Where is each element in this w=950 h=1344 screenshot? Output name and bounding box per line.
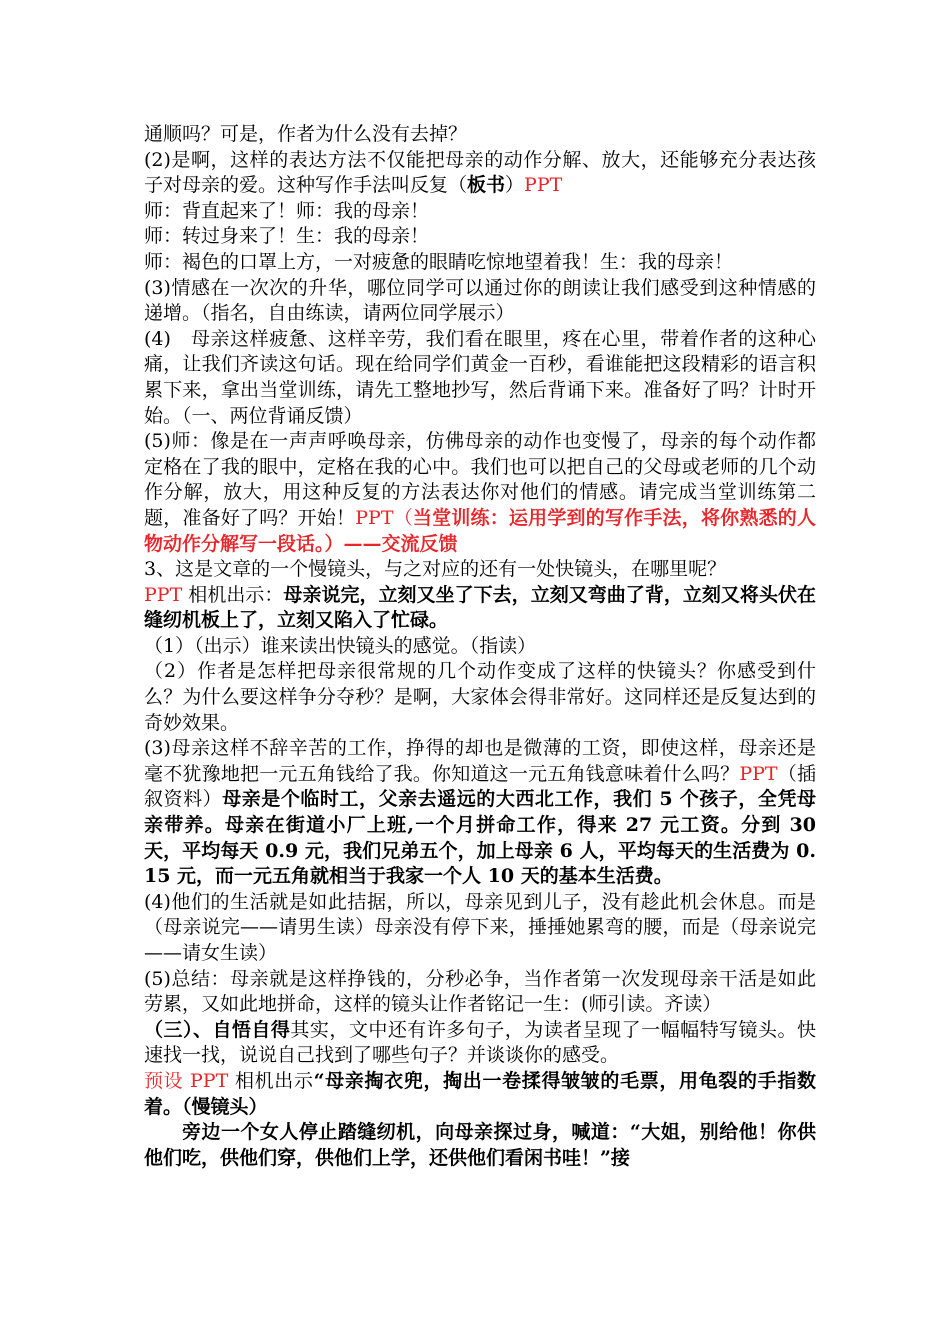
text-run: （1）（出示）谁来读出快镜头的感觉。（指读） [144,634,537,657]
section-heading: （三）、自悟自得 [144,1018,291,1041]
text-run: (5)师：像是在一声声呼唤母亲，仿佛母亲的动作也变慢了，母亲的每个动作都定格在了我的眼中，定格在我的心中。我们也可以把自己的父母或老师的几个动作分解，放大，用这种反复的方法表达你对他们的情感。请完成当堂训练第二题，准备好了吗？开始！ [144,430,816,529]
text-run: 相机出示： [182,583,284,606]
ppt-marker: PPT [524,174,563,197]
training-note: 当堂训练：运用学到的写作手法，将你熟悉的人物动作分解写一段话。）——交流反馈 [144,506,816,555]
text-run: (2)是啊，这样的表达方法不仅能把母亲的动作分解、放大，还能够充分表达孩子对母亲的爱。这种写作手法叫反复（ [144,148,816,197]
paragraph-11 [144,634,816,660]
text-run: (3)母亲这样不辞辛苦的工作，挣得的却也是微薄的工资，即使这样，母亲还是毫不犹豫地把一元五角钱给了我。你知道这一元五角钱意味着什么吗？ [144,737,816,785]
text-run: ） [505,174,525,197]
quote-bold: 母亲说完，立刻又坐了下去，立刻又弯曲了背，立刻又将头伏在缝纫机板上了，立刻又陷入了忙碌。 [144,583,816,632]
text-run: （2）作者是怎样把母亲很常规的几个动作变成了这样的快镜头？你感受到什么？为什么要这样争分夺秒？是啊，大家体会得非常好。这同样还是反复达到的奇妙效果。 [144,660,816,734]
paragraph-4 [144,224,816,250]
ppt-marker: 预设 PPT [144,1069,229,1092]
paragraph-15 [144,967,816,1018]
text-run: (4) 母亲这样疲惫、这样辛劳，我们看在眼里，疼在心里，带着作者的这种心痛，让我们齐读这句话。现在给同学们黄金一百秒，看谁能把这段精彩的语言积累下来，拿出当堂训练，请先工整地抄写，然后背诵下来。准备好了吗？计时开始。（一、两位背诵反馈） [144,327,816,427]
paragraph-16 [144,1018,816,1069]
document-body [144,122,816,1171]
text-run: 师：背直起来了！师：我的母亲！ [144,199,430,222]
paragraph-14 [144,890,816,967]
paragraph-8 [144,429,816,557]
text-run: （插叙资料） [144,762,816,811]
paragraph-13 [144,736,816,890]
text-run: (5)总结：母亲就是这样挣钱的，分秒必争，当作者第一次发现母亲干活是如此劳累，又如此地拼命，这样的镜头让作者铭记一生：(师引读。齐读） [144,967,816,1016]
quote-bold: “母亲掏衣兜，掏出一卷揉得皱皱的毛票，用龟裂的手指数着。（慢镜头） [144,1069,817,1118]
paragraph-7 [144,327,816,429]
paragraph-9 [144,557,816,583]
paragraph-18 [144,1120,816,1171]
text-run: 其实，文中还有许多句子，为读者呈现了一幅幅特写镜头。快速找一找，说说自己找到了哪些句子？并谈谈你的感受。 [144,1018,816,1067]
paragraph-17 [144,1069,816,1120]
paragraph-1 [144,122,816,148]
text-run: 3、这是文章的一个慢镜头，与之对应的还有一处快镜头，在哪里呢？ [144,558,727,581]
text-run: 相机出示 [228,1069,314,1092]
text-run: 师：褐色的口罩上方，一对疲惫的眼睛吃惊地望着我！生：我的母亲！ [144,250,734,273]
paragraph-2 [144,148,816,199]
text-run: (3)情感在一次次的升华，哪位同学可以通过你的朗读让我们感受到这种情感的递增。（指名，自由练读，请两位同学展示） [144,276,816,325]
board-note: 板书 [467,174,506,197]
ppt-marker: PPT（ [355,506,413,529]
text-run: 师：转过身来了！生：我的母亲！ [144,225,430,248]
paragraph-3 [144,199,816,225]
paragraph-10 [144,583,816,634]
quote-bold: 旁边一个女人停止踏缝纫机，向母亲探过身，喊道：“大姐，别给他！你供他们吃，供他们穿，供他们上学，还供他们看闲书哇！”接 [144,1121,816,1169]
paragraph-12 [144,659,816,736]
ppt-marker: PPT [739,762,778,785]
paragraph-6 [144,276,816,327]
text-run: (4)他们的生活就是如此拮据，所以，母亲见到儿子，没有趁此机会休息。而是（母亲说完——请男生读）母亲没有停下来，捶捶她累弯的腰，而是（母亲说完——请女生读） [144,890,816,964]
ppt-marker: PPT [144,583,183,606]
paragraph-5 [144,250,816,276]
text-run: 通顺吗？可是，作者为什么没有去掉？ [144,123,468,145]
material-bold: 母亲是个临时工，父亲去遥远的大西北工作，我们 5 个孩子，全凭母亲带养。母亲在街道小厂上班,一个月拼命工作，得来 27 元工资。分到 30 天，平均每天 0.9 元，我们兄弟五个，加上母亲 6 人，平均每天的生活费为 0.15 元，而一元五角就相当于我家一个人 10 天的基本生活费。 [144,788,816,888]
